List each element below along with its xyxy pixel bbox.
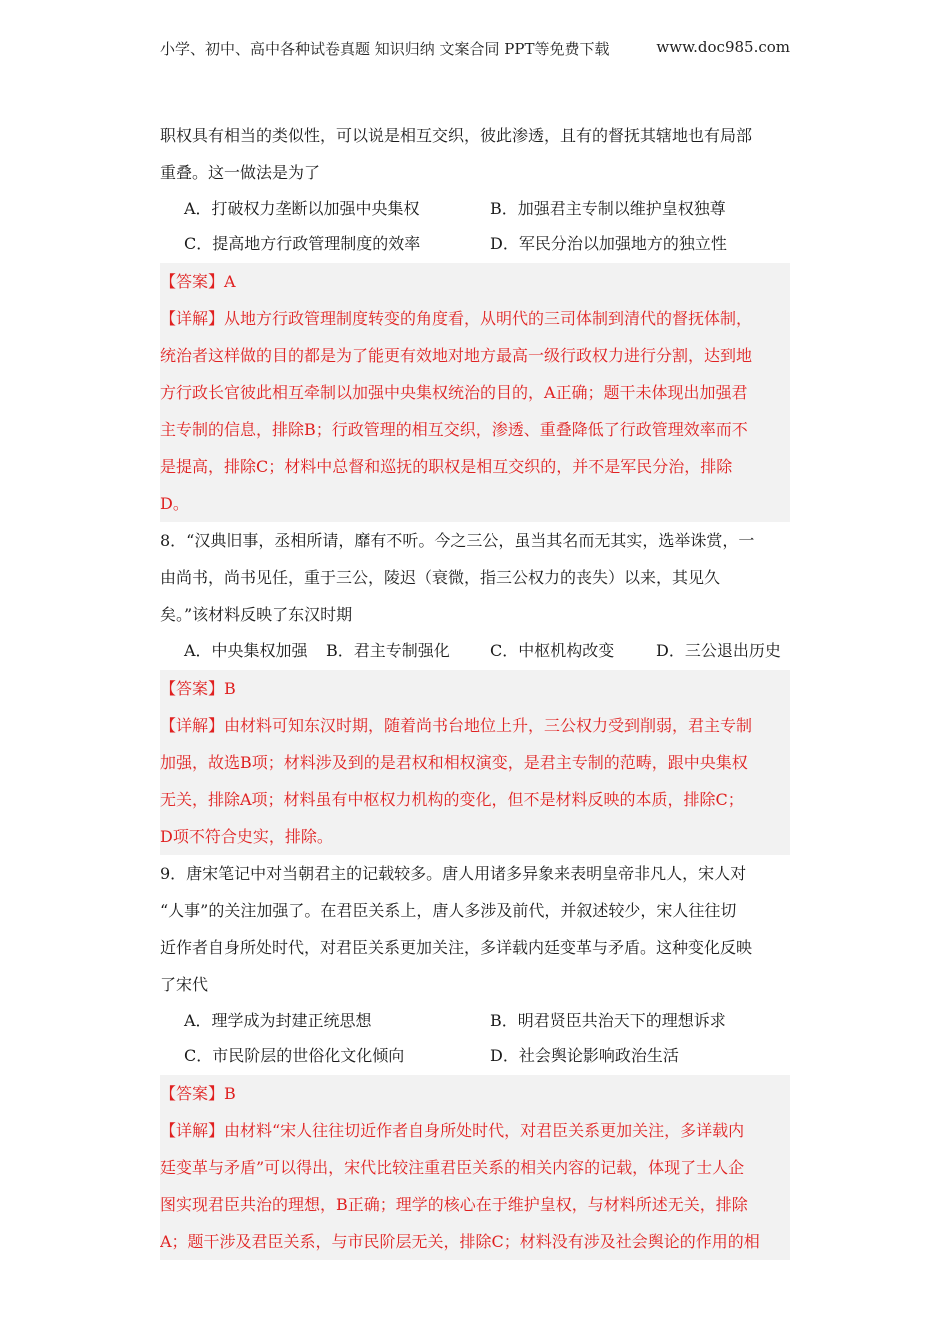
header-slogan: 小学、初中、高中各种试卷真题 知识归纳 文案合同 PPT等免费下载 [160,40,610,58]
detail-line: 【详解】由材料“宋人往往切近作者自身所处时代，对君臣关系更加关注，多详载内 [160,1121,745,1140]
detail-line: 统治者这样做的目的都是为了能更有效地对地方最高一级行政权力进行分割，达到地 [160,346,753,365]
detail-line: 主专制的信息，排除B；行政管理的相互交织，渗透、重叠降低了行政管理效率而不 [160,420,748,439]
detail-line: 【详解】由材料可知东汉时期，随着尚书台地位上升，三公权力受到削弱，君主专制 [160,716,753,735]
detail-line: 图实现君臣共治的理想，B正确；理学的核心在于维护皇权，与材料所述无关，排除 [160,1195,748,1214]
options-row [160,191,790,226]
option-a: A．中央集权加强 [184,641,308,660]
option-a: A．打破权力垄断以加强中央集权 [184,199,420,218]
option-d: D．三公退出历史 [656,641,781,660]
option-b: B．加强君主专制以维护皇权独尊 [490,199,726,218]
answer-label: 【答案】B [160,1084,236,1103]
options-row [160,633,790,668]
answer-label: 【答案】A [160,272,236,291]
detail-line: 加强，故选B项；材料涉及到的是君权和相权演变，是君主专制的范畴，跟中央集权 [160,753,748,772]
question-text-line: 8．“汉典旧事，丞相所请，靡有不听。今之三公，虽当其名而无其实，选举诛赏，一 [160,531,755,550]
answer-label: 【答案】B [160,679,236,698]
detail-line: D项不符合史实，排除。 [160,827,333,846]
question-text-line: 9．唐宋笔记中对当朝君主的记载较多。唐人用诸多异象来表明皇帝非凡人，宋人对 [160,864,747,883]
question-7 [160,117,790,522]
document-body [160,117,790,1260]
option-b: B．明君贤臣共治天下的理想诉求 [490,1011,726,1030]
question-9 [160,855,790,1260]
detail-line: 【详解】从地方行政管理制度转变的角度看，从明代的三司体制到清代的督抚体制， [160,309,753,328]
option-c: C．提高地方行政管理制度的效率 [184,234,421,253]
header-url[interactable]: www.doc985.com [656,38,790,56]
detail-line: D。 [160,494,189,513]
question-text-line: 了宋代 [160,975,209,994]
page-header [160,38,790,59]
question-text-line: 重叠。这一做法是为了 [160,163,321,182]
option-c: C．中枢机构改变 [490,641,615,660]
question-text-line: 职权具有相当的类似性，可以说是相互交织，彼此渗透，且有的督抚其辖地也有局部 [160,126,753,145]
answer-block [160,263,790,522]
detail-line: 是提高，排除C；材料中总督和巡抚的职权是相互交织的，并不是军民分治，排除 [160,457,733,476]
question-text-line: “人事”的关注加强了。在君臣关系上，唐人多涉及前代，并叙述较少，宋人往往切 [160,901,737,920]
answer-block [160,670,790,855]
option-b: B．君主专制强化 [326,641,450,660]
question-8 [160,522,790,855]
answer-block [160,1075,790,1260]
detail-line: 方行政长官彼此相互牵制以加强中央集权统治的目的，A正确；题干未体现出加强君 [160,383,748,402]
option-c: C．市民阶层的世俗化文化倾向 [184,1046,405,1065]
question-text-line: 矣。”该材料反映了东汉时期 [160,605,353,624]
question-text-line: 由尚书，尚书见任，重于三公，陵迟（衰微，指三公权力的丧失）以来，其见久 [160,568,721,587]
detail-line: A；题干涉及君臣关系，与市民阶层无关，排除C；材料没有涉及社会舆论的作用的相 [160,1232,760,1251]
option-a: A．理学成为封建正统思想 [184,1011,372,1030]
options-row [160,1003,790,1038]
option-d: D．军民分治以加强地方的独立性 [490,234,727,253]
detail-line: 廷变革与矛盾”可以得出，宋代比较注重君臣关系的相关内容的记载，体现了士人企 [160,1158,745,1177]
options-row [160,226,790,261]
options-row [160,1038,790,1073]
question-text-line: 近作者自身所处时代，对君臣关系更加关注，多详载内廷变革与矛盾。这种变化反映 [160,938,753,957]
option-d: D．社会舆论影响政治生活 [490,1046,679,1065]
detail-line: 无关，排除A项；材料虽有中枢权力机构的变化，但不是材料反映的本质，排除C； [160,790,744,809]
